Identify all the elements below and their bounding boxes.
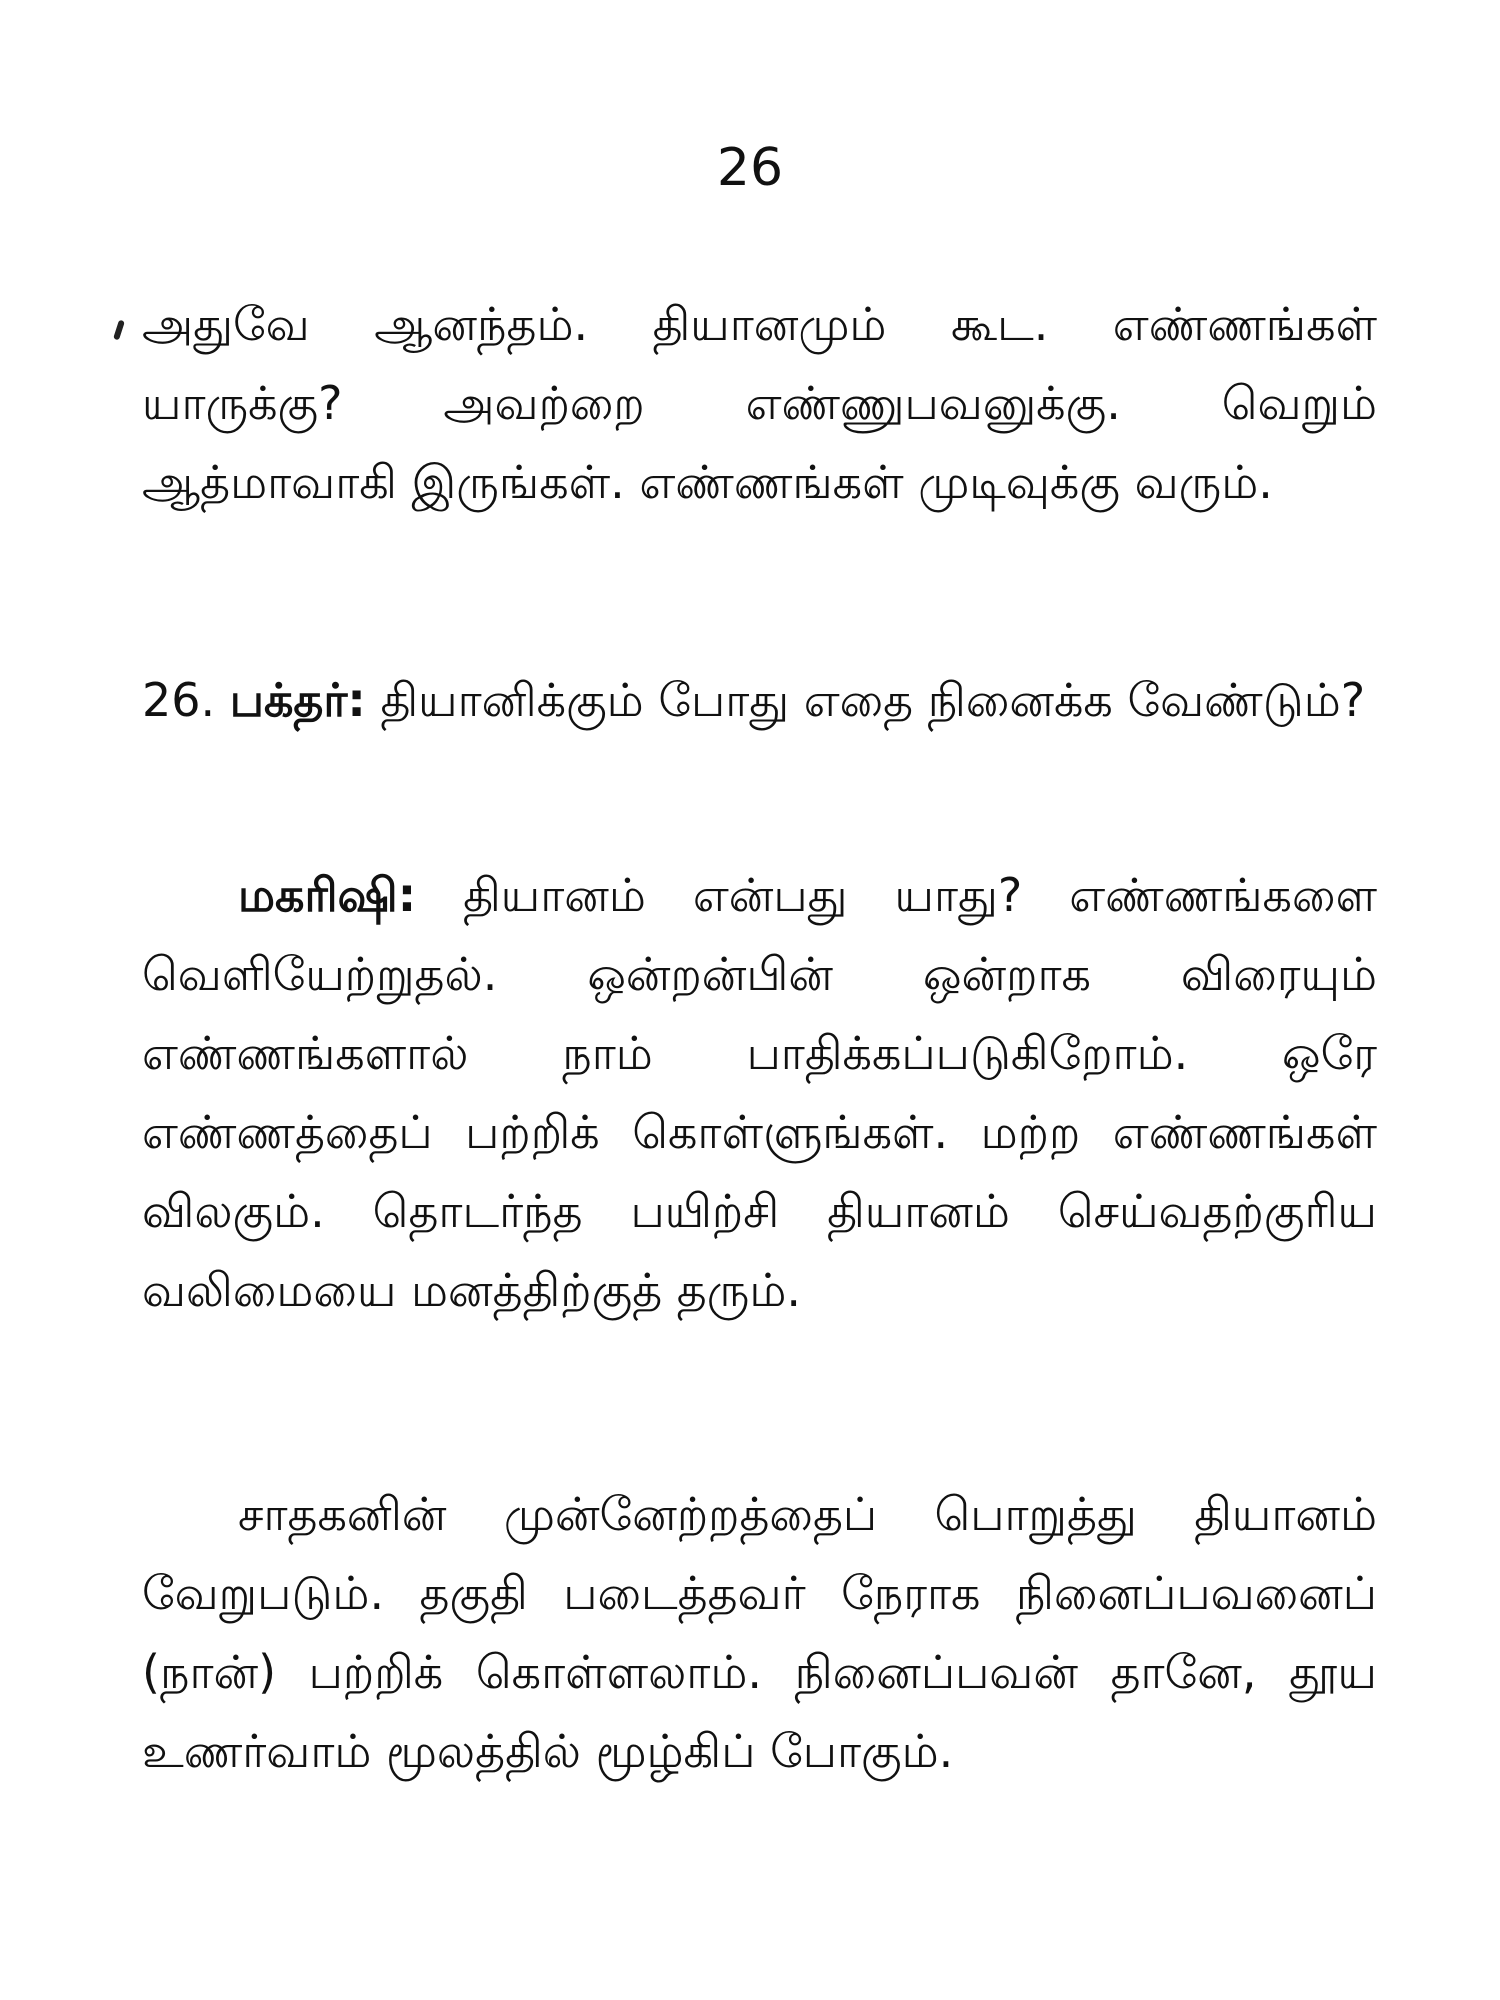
question-text: தியானிக்கும் போது எதை நினைக்க வேண்டும்? [380, 673, 1366, 727]
devotee-speaker-label: பக்தர்: [229, 673, 366, 727]
question-number: 26. [142, 673, 216, 727]
answer-text: தியானம் என்பது யாது? எண்ணங்களை வெளியேற்றுதல். ஒன்றன்பின் ஒன்றாக விரையும் எண்ணங்களால் நாம் பாதிக்கப்படுகிறோம். ஒரே எண்ணத்தைப் பற்றிக் கொள்ளுங்கள். மற்ற எண்ணங்கள் விலகும். தொடர்ந்த பயிற்சி தியானம் செய்வதற்குரிய வலிமையை மனத்திற்குத் தரும். [142, 868, 1377, 1317]
question-26 [142, 661, 1377, 740]
paragraph-4-text: சாதகனின் முன்னேற்றத்தைப் பொறுத்து தியானம் வேறுபடும். தகுதி படைத்தவர் நேராக நினைப்பவனைப் (நான்) பற்றிக் கொள்ளலாம். நினைப்பவன் தானே, தூய உணர்வாம் மூலத்தில் மூழ்கிப் போகும். [142, 1487, 1377, 1778]
paragraph-4 [142, 1475, 1377, 1791]
paragraph-1 [142, 285, 1377, 522]
stray-print-mark [113, 320, 125, 341]
page-number: 26 [716, 138, 784, 198]
maharshi-speaker-label: மகரிஷி: [238, 868, 417, 922]
paragraph-1-text: அதுவே ஆனந்தம். தியானமும் கூட. எண்ணங்கள் யாருக்கு? அவற்றை எண்ணுபவனுக்கு. வெறும் ஆத்மாவாகி இருங்கள். எண்ணங்கள் முடிவுக்கு வரும். [142, 297, 1377, 509]
maharshi-answer [142, 856, 1377, 1330]
